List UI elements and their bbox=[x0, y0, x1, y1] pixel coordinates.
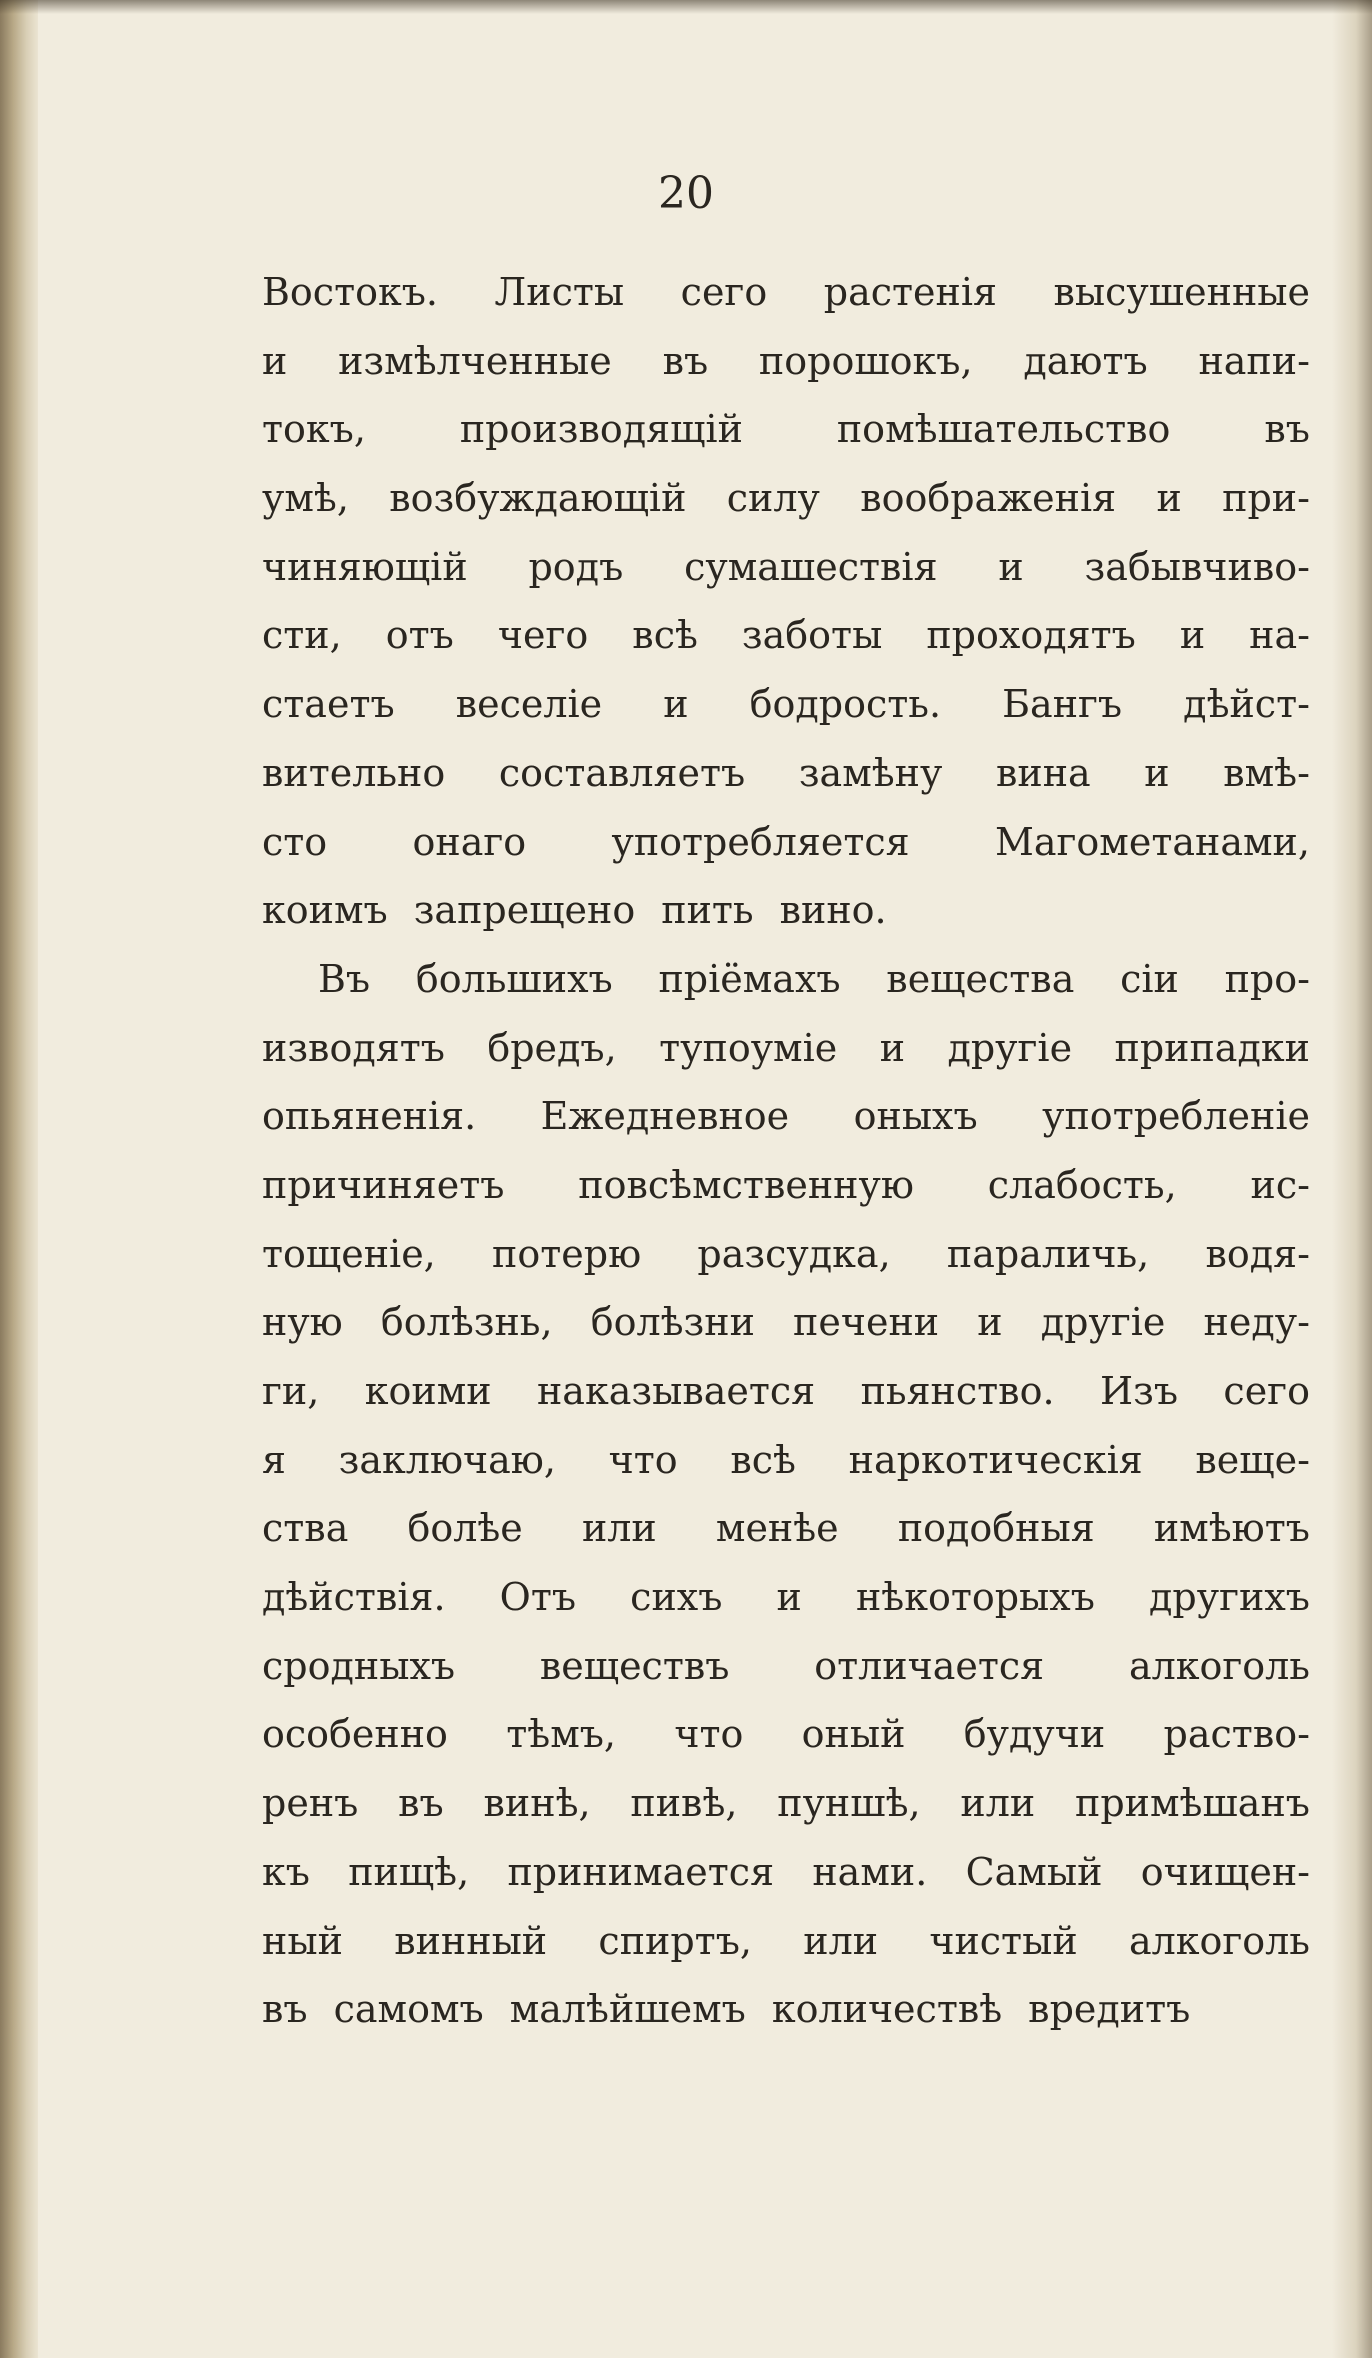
text-line: стаетъ веселіе и бодрость. Бангъ дѣйст- bbox=[262, 682, 1310, 727]
text-line: въ самомъ малѣйшемъ количествѣ вредитъ bbox=[262, 1987, 1191, 2032]
text-line: сродныхъ веществъ отличается алкоголь bbox=[262, 1643, 1310, 1688]
text-line: токъ, производящій помѣшательство въ bbox=[262, 407, 1310, 452]
page-number: 20 bbox=[658, 168, 714, 219]
page-right-edge bbox=[1332, 0, 1372, 2358]
paragraph bbox=[262, 945, 1310, 2044]
text-line: я заключаю, что всѣ наркотическія веще- bbox=[262, 1437, 1310, 1482]
text-line: Въ большихъ пріёмахъ вещества сіи про- bbox=[318, 956, 1310, 1001]
text-line: ренъ въ винѣ, пивѣ, пуншѣ, или примѣшанъ bbox=[262, 1781, 1310, 1826]
text-line: сти, отъ чего всѣ заботы проходятъ и на- bbox=[262, 613, 1310, 658]
text-line: ную болѣзнь, болѣзни печени и другіе неду- bbox=[262, 1300, 1310, 1345]
text-line: умѣ, возбуждающій силу воображенія и при- bbox=[262, 476, 1310, 521]
text-line: къ пищѣ, принимается нами. Самый очищен- bbox=[262, 1849, 1310, 1894]
text-line: вительно составляетъ замѣну вина и вмѣ- bbox=[262, 750, 1310, 795]
text-line: тощеніе, потерю разсудка, параличь, водя- bbox=[262, 1231, 1310, 1276]
text-line: Востокъ. Листы сего растенія высушенные bbox=[262, 270, 1310, 314]
text-line: коимъ запрещено пить вино. bbox=[262, 888, 887, 933]
text-line: дѣйствія. Отъ сихъ и нѣкоторыхъ другихъ bbox=[262, 1575, 1310, 1620]
text-line: опьяненія. Ежедневное оныхъ употребленіе bbox=[262, 1094, 1310, 1139]
text-line: ги, коими наказывается пьянство. Изъ сего bbox=[262, 1369, 1310, 1413]
text-line: ный винный спиртъ, или чистый алкоголь bbox=[262, 1918, 1310, 1963]
body-text bbox=[262, 258, 1310, 2044]
paragraph bbox=[262, 258, 1310, 945]
text-line: ства болѣе или менѣе подобныя имѣютъ bbox=[262, 1506, 1310, 1551]
page-top-shadow bbox=[0, 0, 1372, 14]
text-line: и измѣлченные въ порошокъ, даютъ напи- bbox=[262, 338, 1310, 383]
text-line: чиняющій родъ сумашествія и забывчиво- bbox=[262, 544, 1310, 589]
text-line: особенно тѣмъ, что оный будучи раство- bbox=[262, 1712, 1310, 1757]
text-line: причиняетъ повсѣмственную слабость, ис- bbox=[262, 1162, 1310, 1207]
text-line: изводятъ бредъ, тупоуміе и другіе припадки bbox=[262, 1025, 1310, 1070]
book-binding-edge bbox=[0, 0, 38, 2358]
text-line: сто онаго употребляется Магометанами, bbox=[262, 819, 1310, 864]
